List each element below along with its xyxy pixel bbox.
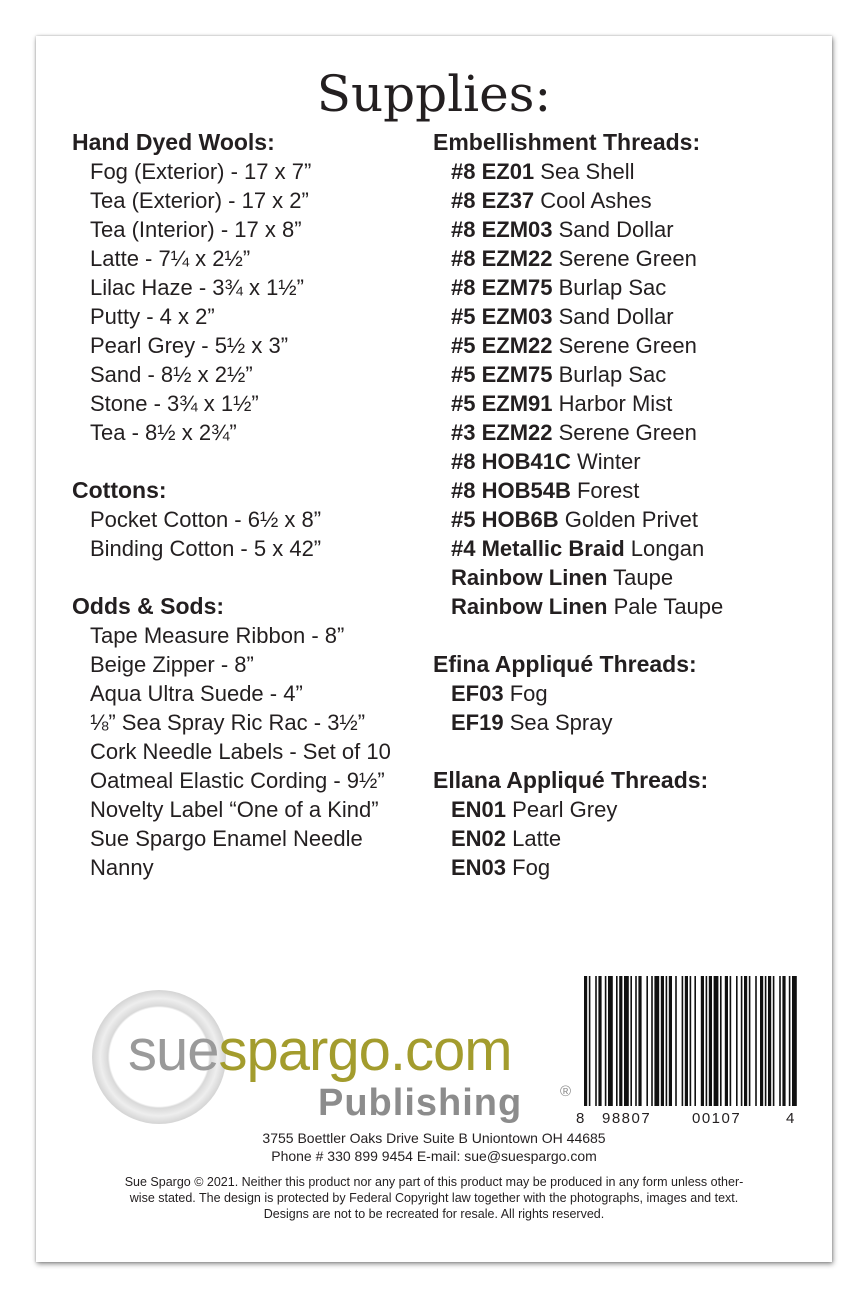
thread-item (433, 476, 813, 505)
pattern-back-cover (36, 36, 832, 1262)
section-spacer (72, 447, 432, 476)
section-heading: Odds & Sods: (72, 593, 225, 619)
supply-item: Tea (Interior) - 17 x 8” (90, 217, 302, 242)
barcode-bar (709, 976, 712, 1106)
supply-item: Fog (Exterior) - 17 x 7” (90, 159, 312, 184)
barcode-bar (605, 976, 607, 1106)
supply-item: Pearl Grey - 5½ x 3” (90, 333, 289, 358)
thread-code: #8 EZ37 (451, 188, 535, 213)
registered-mark: ® (560, 1083, 572, 1100)
barcode-bar (755, 976, 757, 1106)
barcode-digits (576, 1110, 806, 1130)
barcode-bar (616, 976, 618, 1106)
supply-item: Lilac Haze - 3¾ x 1½” (90, 275, 304, 300)
barcode-bar (768, 976, 771, 1106)
thread-item (433, 824, 813, 853)
barcode-bar (706, 976, 708, 1106)
thread-item (433, 244, 813, 273)
thread-code: #5 HOB6B (451, 507, 559, 532)
barcode-bar (730, 976, 732, 1106)
thread-item (433, 505, 813, 534)
logo-spargo-com: spargo.com (218, 1018, 512, 1083)
supply-item: Binding Cotton - 5 x 42” (90, 536, 322, 561)
thread-code: #4 Metallic Braid (451, 536, 625, 561)
supply-item: Beige Zipper - 8” (90, 652, 254, 677)
thread-item (433, 302, 813, 331)
thread-code: EN02 (451, 826, 507, 851)
barcode-bar (744, 976, 747, 1106)
thread-code: Rainbow Linen (451, 594, 608, 619)
barcode-bar (760, 976, 763, 1106)
thread-item (433, 534, 813, 563)
supply-item: ⅛” Sea Spray Ric Rac - 3½” (90, 710, 366, 735)
barcode-bar (651, 976, 653, 1106)
thread-name: Burlap Sac (558, 362, 667, 387)
thread-item (433, 592, 813, 621)
barcode-bar (765, 976, 767, 1106)
barcode-bar (792, 976, 797, 1106)
barcode-bar (598, 976, 601, 1106)
logo-wordmark (128, 1016, 512, 1086)
thread-name: Burlap Sac (558, 275, 667, 300)
publisher-address (36, 1129, 832, 1165)
barcode-bar (589, 976, 591, 1106)
barcode-bar (736, 976, 738, 1106)
upc-barcode (576, 976, 806, 1106)
logo-sue: sue (128, 1018, 219, 1083)
supply-item: Latte - 7¼ x 2½” (90, 246, 251, 271)
thread-code: #8 EZM75 (451, 275, 553, 300)
thread-name: Cool Ashes (540, 188, 652, 213)
thread-item (433, 679, 813, 708)
section-spacer (433, 737, 813, 766)
barcode-bar (654, 976, 659, 1106)
thread-name: Harbor Mist (558, 391, 673, 416)
section-heading: Hand Dyed Wools: (72, 129, 275, 155)
barcode-bar (630, 976, 632, 1106)
thread-item (433, 273, 813, 302)
supply-item: Sue Spargo Enamel Needle (90, 826, 363, 851)
thread-item (433, 331, 813, 360)
barcode-bar (584, 976, 587, 1106)
barcode-bar (789, 976, 791, 1106)
supply-item: Pocket Cotton - 6½ x 8” (90, 507, 322, 532)
thread-item (433, 215, 813, 244)
logo-publishing: Publishing (318, 1082, 523, 1124)
barcode-digit-right: 00107 (692, 1110, 742, 1127)
thread-item (433, 157, 813, 186)
barcode-bar (782, 976, 785, 1106)
thread-code: EN03 (451, 855, 507, 880)
thread-item (433, 389, 813, 418)
thread-code: #8 EZM03 (451, 217, 553, 242)
thread-name: Forest (576, 478, 640, 503)
supply-item: Stone - 3¾ x 1½” (90, 391, 259, 416)
section-spacer (433, 621, 813, 650)
thread-item (433, 708, 813, 737)
thread-code: #5 EZM91 (451, 391, 553, 416)
thread-item (433, 853, 813, 882)
supply-item: Novelty Label “One of a Kind” (90, 797, 379, 822)
barcode-bar (694, 976, 696, 1106)
thread-name: Sea Spray (509, 710, 613, 735)
thread-code: #8 HOB54B (451, 478, 571, 503)
copyright-line: Sue Spargo © 2021. Neither this product nor any part of this product may be produced in any form unless other- (124, 1175, 744, 1189)
barcode-bar (669, 976, 672, 1106)
thread-item (433, 447, 813, 476)
thread-item (433, 418, 813, 447)
barcode-bar (661, 976, 664, 1106)
thread-name: Serene Green (558, 333, 697, 358)
barcode-bar (741, 976, 743, 1106)
thread-name: Fog (512, 855, 551, 880)
thread-code: EF19 (451, 710, 504, 735)
section-heading: Ellana Appliqué Threads: (433, 767, 709, 793)
thread-code: #5 EZM22 (451, 333, 553, 358)
barcode-bar (638, 976, 641, 1106)
barcode-bar (675, 976, 677, 1106)
thread-name: Sand Dollar (558, 217, 674, 242)
barcode-bar (779, 976, 781, 1106)
supply-item: Tape Measure Ribbon - 8” (90, 623, 345, 648)
right-supply-column (433, 128, 813, 882)
section-heading: Embellishment Threads: (433, 129, 701, 155)
barcode-bar (624, 976, 629, 1106)
barcode-bar (608, 976, 613, 1106)
supply-item: Oatmeal Elastic Cording - 9½” (90, 768, 385, 793)
barcode-bar (725, 976, 728, 1106)
thread-code: #8 HOB41C (451, 449, 571, 474)
barcode-digit-left: 98807 (602, 1110, 652, 1127)
barcode-bar (595, 976, 597, 1106)
barcode-digit-system: 8 (576, 1110, 585, 1127)
copyright-line: Designs are not to be recreated for resale. All rights reserved. (263, 1207, 605, 1221)
thread-item (433, 795, 813, 824)
thread-item (433, 186, 813, 215)
thread-code: #5 EZM75 (451, 362, 553, 387)
thread-code: #8 EZM22 (451, 246, 553, 271)
thread-name: Sea Shell (540, 159, 635, 184)
barcode-digit-check: 4 (786, 1110, 795, 1127)
barcode-bar (619, 976, 622, 1106)
thread-code: #3 EZM22 (451, 420, 553, 445)
barcode-bar (701, 976, 704, 1106)
barcode-bar (690, 976, 692, 1106)
barcode-bar (773, 976, 775, 1106)
supply-item: Tea (Exterior) - 17 x 2” (90, 188, 309, 213)
thread-item (433, 563, 813, 592)
supply-item: Sand - 8½ x 2½” (90, 362, 253, 387)
barcode-bar (685, 976, 688, 1106)
barcode-bar (720, 976, 722, 1106)
thread-code: EF03 (451, 681, 504, 706)
thread-name: Serene Green (558, 246, 697, 271)
thread-code: Rainbow Linen (451, 565, 608, 590)
thread-name: Pearl Grey (512, 797, 618, 822)
supply-item: Nanny (90, 855, 154, 880)
thread-code: #8 EZ01 (451, 159, 535, 184)
thread-code: EN01 (451, 797, 507, 822)
barcode-bar (666, 976, 668, 1106)
section-heading: Efina Appliqué Threads: (433, 651, 697, 677)
thread-code: #5 EZM03 (451, 304, 553, 329)
copyright-line: wise stated. The design is protected by Federal Copyright law together with the photographs, images and text. (129, 1191, 739, 1205)
supply-item: Putty - 4 x 2” (90, 304, 215, 329)
suespargo-logo (76, 986, 586, 1136)
thread-name: Golden Privet (564, 507, 699, 532)
thread-name: Fog (509, 681, 548, 706)
thread-name: Longan (630, 536, 705, 561)
thread-name: Pale Taupe (613, 594, 724, 619)
supply-item: Cork Needle Labels - Set of 10 (90, 739, 391, 764)
copyright-notice (66, 1174, 802, 1222)
thread-item (433, 360, 813, 389)
barcode-bar (646, 976, 648, 1106)
barcode-bar (635, 976, 637, 1106)
thread-name: Latte (512, 826, 562, 851)
barcode-bar (749, 976, 751, 1106)
thread-name: Serene Green (558, 420, 697, 445)
section-spacer (72, 563, 432, 592)
contact-line: Phone # 330 899 9454 E-mail: sue@suespargo.com (271, 1148, 597, 1164)
supply-item: Aqua Ultra Suede - 4” (90, 681, 303, 706)
barcode-bar (682, 976, 684, 1106)
address-line: 3755 Boettler Oaks Drive Suite B Uniontown OH 44685 (262, 1130, 606, 1146)
section-heading: Cottons: (72, 477, 167, 503)
supply-item: Tea - 8½ x 2¾” (90, 420, 237, 445)
thread-name: Sand Dollar (558, 304, 674, 329)
page-title: Supplies: (316, 65, 552, 123)
left-supply-column (72, 128, 432, 882)
thread-name: Taupe (613, 565, 674, 590)
barcode-bar (714, 976, 719, 1106)
thread-name: Winter (576, 449, 641, 474)
